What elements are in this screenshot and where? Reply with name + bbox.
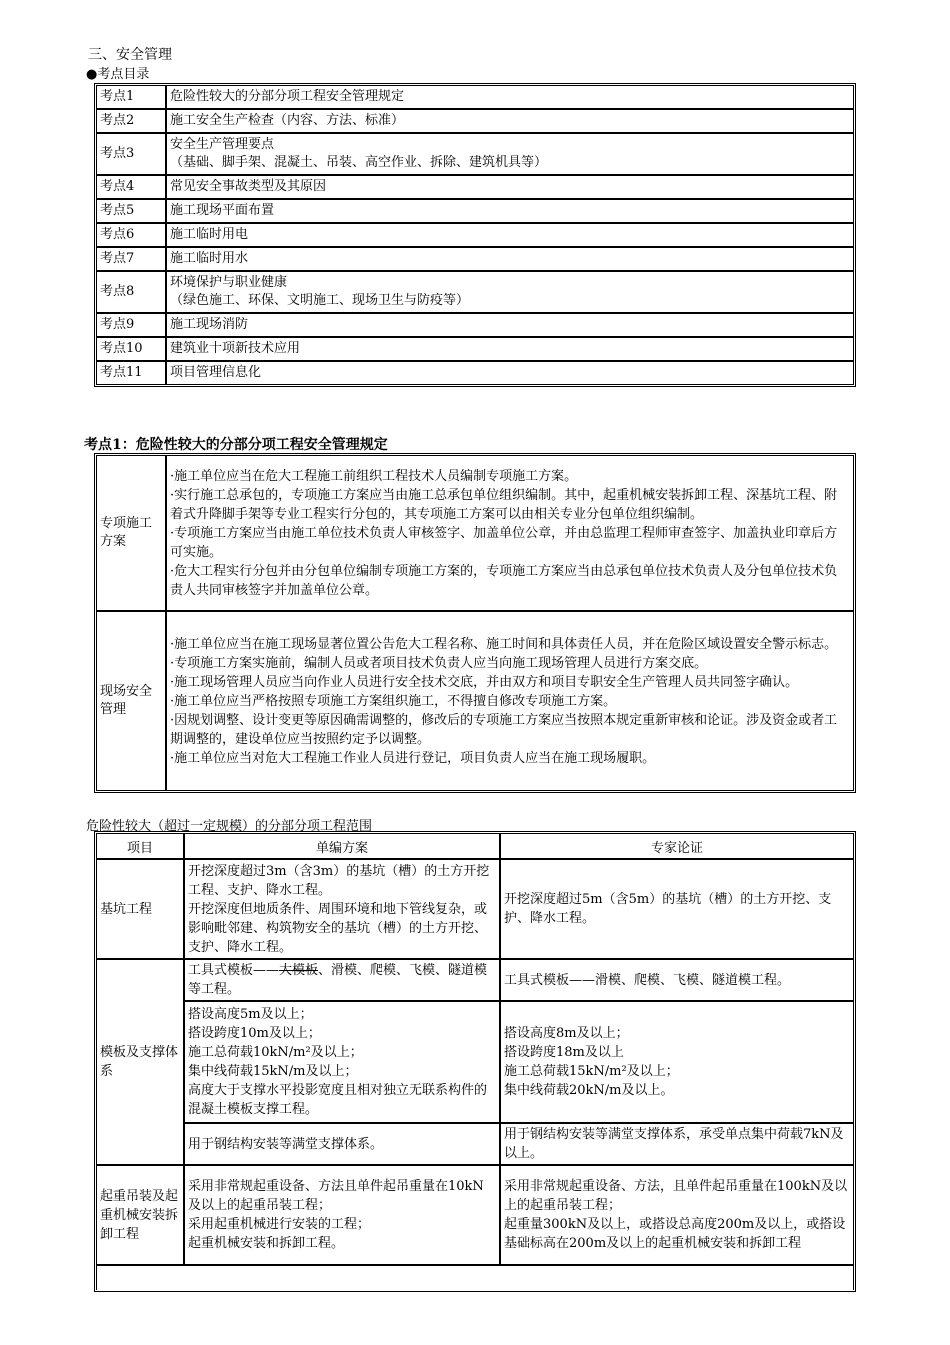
toc-line: 环境保护与职业健康 xyxy=(170,275,288,290)
rule-label: 现场安全管理 xyxy=(96,611,166,791)
scope-table xyxy=(96,833,854,1290)
scope-title: 危险性较大（超过一定规模）的分部分项工程范围 xyxy=(86,819,373,834)
rule-item: ·专项施工方案应当由施工单位技术负责人审核签字、加盖单位公章，并由总监理工程师审查签字、加盖执业印章后方可实施。 xyxy=(170,525,838,560)
scope-item-name: 起重吊装及起重机械安装拆卸工程 xyxy=(96,1165,184,1265)
toc-value xyxy=(166,271,854,313)
toc-key: 考点5 xyxy=(96,199,166,223)
table-row xyxy=(96,199,854,223)
toc-key: 考点1 xyxy=(96,85,166,109)
scope-line: 采用起重机械进行安装的工程； xyxy=(188,1217,371,1232)
table-row xyxy=(96,337,854,361)
scope-line: 起重机械安装和拆卸工程。 xyxy=(188,1236,345,1251)
scope-line: 搭设跨度10m及以上； xyxy=(188,1026,321,1041)
scope-line: 开挖深度超过5m（含5m）的基坑（槽）的土方开挖、支护、降水工程。 xyxy=(504,892,832,926)
toc-value: 施工现场平面布置 xyxy=(166,199,854,223)
scope-item-name: 模板及支撑体系 xyxy=(96,959,184,1165)
rule-item: ·施工单位应当在施工现场显著位置公告危大工程名称、施工时间和具体责任人员，并在危险区域设置安全警示标志。 xyxy=(170,636,838,652)
table-row xyxy=(96,455,854,611)
toc-key: 考点9 xyxy=(96,313,166,337)
scope-strike-text: 大模板 xyxy=(279,963,319,978)
scope-expert: 用于钢结构安装等满堂支撑体系，承受单点集中荷载7kN及以上。 xyxy=(500,1123,854,1165)
section1-title: 考点1：危险性较大的分部分项工程安全管理规定 xyxy=(84,437,388,453)
scope-line: 起重量300kN及以上，或搭设总高度200m及以上，或搭设基础标高在200m及以上的起重机械安装和拆卸工程 xyxy=(504,1217,846,1251)
scope-line: 开挖深度但地质条件、周围环境和地下管线复杂，或影响毗邻建、构筑物安全的基坑（槽）的土方开挖、支护、降水工程。 xyxy=(188,901,488,955)
toc-key: 考点7 xyxy=(96,247,166,271)
column-header: 专家论证 xyxy=(500,833,854,859)
section-heading: 三、安全管理 xyxy=(88,47,172,63)
rule-body xyxy=(166,611,854,791)
toc-value: 项目管理信息化 xyxy=(166,361,854,385)
toc-key: 考点6 xyxy=(96,223,166,247)
table-row xyxy=(96,133,854,175)
toc-key: 考点2 xyxy=(96,109,166,133)
rule-item: ·施工现场管理人员应当向作业人员进行安全技术交底，并由双方和项目专职安全生产管理人员共同签字确认。 xyxy=(170,674,799,690)
table-header-row xyxy=(96,833,854,859)
scope-plan: 用于钢结构安装等满堂支撑体系。 xyxy=(184,1123,500,1165)
rule-item: ·因规划调整、设计变更等原因确需调整的，修改后的专项施工方案应当按照本规定重新审核和论证。涉及资金或者工期调整的，建设单位应当按照约定予以调整。 xyxy=(170,712,838,747)
toc-value: 常见安全事故类型及其原因 xyxy=(166,175,854,199)
table-row xyxy=(96,109,854,133)
rule-item: ·施工单位应当严格按照专项施工方案组织施工，不得擅自修改专项施工方案。 xyxy=(170,693,617,709)
table-row xyxy=(96,859,854,959)
scope-line: 搭设高度8m及以上； xyxy=(504,1026,629,1041)
scope-expert: 工具式模板——滑模、爬模、飞模、隧道模工程。 xyxy=(500,959,854,1001)
table-row xyxy=(96,1165,854,1265)
scope-expert xyxy=(500,859,854,959)
scope-plan xyxy=(184,959,500,1001)
rule-item: ·危大工程实行分包并由分包单位编制专项施工方案的，专项施工方案应当由总承包单位技术负责人及分包单位技术负责人共同审核签字并加盖单位公章。 xyxy=(170,563,838,598)
toc-line: 安全生产管理要点 xyxy=(170,137,275,152)
scope-line: 高度大于支撑水平投影宽度且相对独立无联系构件的混凝土模板支撑工程。 xyxy=(188,1083,488,1117)
table-row xyxy=(96,1123,854,1165)
rules-table xyxy=(96,455,854,791)
scope-plan xyxy=(184,1001,500,1123)
table-row xyxy=(96,223,854,247)
rule-label: 专项施工方案 xyxy=(96,455,166,611)
table-row xyxy=(96,1001,854,1123)
toc-key: 考点10 xyxy=(96,337,166,361)
toc-value: 施工现场消防 xyxy=(166,313,854,337)
toc-value: 建筑业十项新技术应用 xyxy=(166,337,854,361)
toc-value xyxy=(166,133,854,175)
table-row xyxy=(96,959,854,1001)
rule-item: ·施工单位应当对危大工程施工作业人员进行登记，项目负责人应当在施工现场履职。 xyxy=(170,750,656,766)
toc-value: 施工安全生产检查（内容、方法、标准） xyxy=(166,109,854,133)
scope-line: 采用非常规起重设备、方法且单件起吊重量在10kN及以上的起重吊装工程； xyxy=(188,1179,484,1213)
toc-table xyxy=(96,85,854,385)
table-row xyxy=(96,247,854,271)
scope-expert xyxy=(500,1165,854,1265)
toc-key: 考点4 xyxy=(96,175,166,199)
toc-value: 施工临时用水 xyxy=(166,247,854,271)
scope-text: 工具式模板—— xyxy=(188,963,280,978)
empty-cell xyxy=(96,1265,854,1290)
toc-value: 施工临时用电 xyxy=(166,223,854,247)
toc-key: 考点11 xyxy=(96,361,166,385)
table-row xyxy=(96,175,854,199)
scope-plan xyxy=(184,859,500,959)
scope-text: 、滑模、爬模、飞模、隧道模等工程。 xyxy=(188,963,488,997)
table-row xyxy=(96,313,854,337)
column-header: 单编方案 xyxy=(184,833,500,859)
scope-line: 采用非常规起重设备、方法，且单件起吊重量在100kN及以上的起重吊装工程； xyxy=(504,1179,848,1213)
scope-line: 施工总荷载10kN/m²及以上； xyxy=(188,1045,363,1060)
toc-key: 考点8 xyxy=(96,271,166,313)
scope-line: 集中线荷载15kN/m及以上； xyxy=(188,1064,358,1079)
scope-line: 搭设跨度18m及以上 xyxy=(504,1045,624,1060)
rule-body xyxy=(166,455,854,611)
rule-item: ·实行施工总承包的，专项施工方案应当由施工总承包单位组织编制。其中，起重机械安装拆卸工程、深基坑工程、附着式升降脚手架等专业工程实行分包的，其专项施工方案可以由相关专业分包单位组织编制。 xyxy=(170,487,838,522)
toc-line: （基础、脚手架、混凝土、吊装、高空作业、拆除、建筑机具等） xyxy=(170,155,548,170)
toc-line: （绿色施工、环保、文明施工、现场卫生与防疫等） xyxy=(170,293,470,308)
toc-value: 危险性较大的分部分项工程安全管理规定 xyxy=(166,85,854,109)
scope-line: 开挖深度超过3m（含3m）的基坑（槽）的土方开挖工程、支护、降水工程。 xyxy=(188,863,490,898)
toc-subheading: ●考点目录 xyxy=(86,67,150,82)
table-row xyxy=(96,611,854,791)
table-row xyxy=(96,1265,854,1290)
toc-key: 考点3 xyxy=(96,133,166,175)
scope-expert xyxy=(500,1001,854,1123)
scope-plan xyxy=(184,1165,500,1265)
table-row xyxy=(96,85,854,109)
scope-line: 搭设高度5m及以上； xyxy=(188,1007,313,1022)
table-row xyxy=(96,271,854,313)
table-row xyxy=(96,361,854,385)
scope-line: 施工总荷载15kN/m²及以上； xyxy=(504,1064,679,1079)
rule-item: ·专项施工方案实施前，编制人员或者项目技术负责人应当向施工现场管理人员进行方案交底。 xyxy=(170,655,708,671)
scope-line: 集中线荷载20kN/m及以上。 xyxy=(504,1083,674,1098)
scope-item-name: 基坑工程 xyxy=(96,859,184,959)
rule-item: ·施工单位应当在危大工程施工前组织工程技术人员编制专项施工方案。 xyxy=(170,468,578,484)
column-header: 项目 xyxy=(96,833,184,859)
